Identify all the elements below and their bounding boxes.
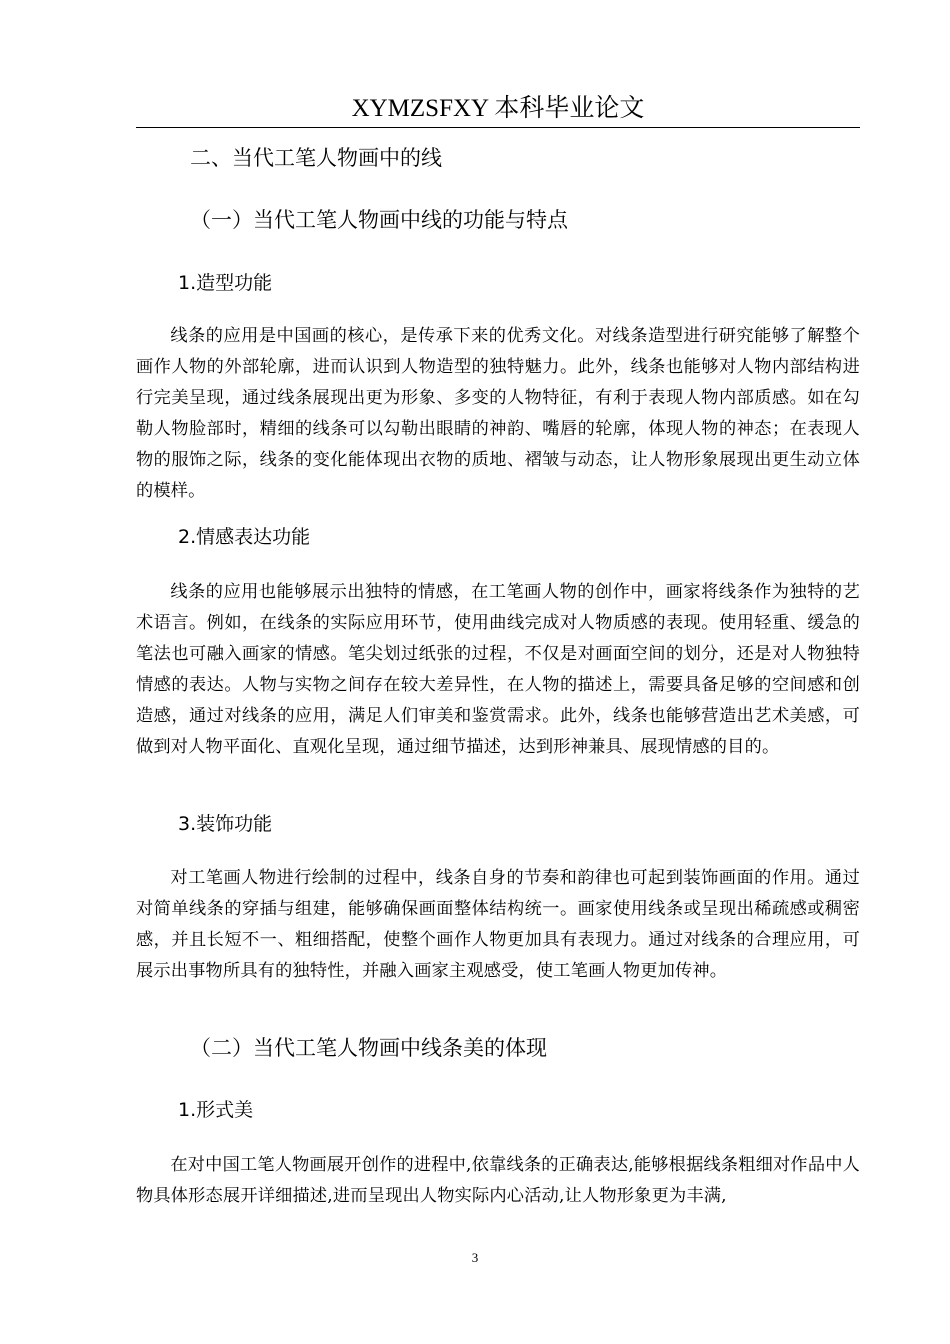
header-divider: [136, 127, 860, 128]
chapter-title: 二、当代工笔人物画中的线: [190, 146, 442, 170]
paragraph-1-2: 线条的应用也能够展示出独特的情感，在工笔画人物的创作中，画家将线条作为独特的艺术语言。例如，在线条的实际应用环节，使用曲线完成对人物质感的表现。使用轻重、缓急的笔法也可融入画家的情感。笔尖划过纸张的过程，不仅是对画面空间的划分，还是对人物独特情感的表达。人物与实物之间存在较大差异性，在人物的描述上，需要具备足够的空间感和创造感，通过对线条的应用，满足人们审美和鉴赏需求。此外，线条也能够营造出艺术美感，可做到对人物平面化、直观化呈现，通过细节描述，达到形神兼具、展现情感的目的。: [136, 582, 860, 757]
paragraph-2-1: 在对中国工笔人物画展开创作的进程中,依靠线条的正确表达,能够根据线条粗细对作品中人物具体形态展开详细描述,进而呈现出人物实际内心活动,让人物形象更为丰满,: [136, 1155, 860, 1206]
paragraph-1-1: 线条的应用是中国画的核心，是传承下来的优秀文化。对线条造型进行研究能够了解整个画作人物的外部轮廓，进而认识到人物造型的独特魅力。此外，线条也能够对人物内部结构进行完美呈现，通过线条展现出更为形象、多变的人物特征，有利于表现人物内部质感。如在勾勒人物脸部时，精细的线条可以勾勒出眼睛的神韵、嘴唇的轮廓，体现人物的神态；在表现人物的服饰之际，线条的变化能体现出衣物的质地、褶皱与动态，让人物形象展现出更生动立体的模样。: [136, 326, 860, 501]
subsection-1-2-title: 2.情感表达功能: [178, 526, 311, 548]
subsection-1-1-title: 1.造型功能: [178, 272, 273, 294]
section-2-title: （二）当代工笔人物画中线条美的体现: [190, 1036, 547, 1060]
page-number: 3: [471, 1250, 479, 1265]
subsection-2-1-title: 1.形式美: [178, 1099, 254, 1121]
paragraph-1-3: 对工笔画人物进行绘制的过程中，线条自身的节奏和韵律也可起到装饰画面的作用。通过对简单线条的穿插与组建，能够确保画面整体结构统一。画家使用线条或呈现出稀疏感或稠密感，并且长短不一、粗细搭配，使整个画作人物更加具有表现力。通过对线条的合理应用，可展示出事物所具有的独特性，并融入画家主观感受，使工笔画人物更加传神。: [136, 868, 860, 981]
section-1-title: （一）当代工笔人物画中线的功能与特点: [190, 208, 568, 232]
subsection-1-3-title: 3.装饰功能: [178, 813, 273, 835]
page-header-title: XYMZSFXY 本科毕业论文: [351, 95, 645, 122]
